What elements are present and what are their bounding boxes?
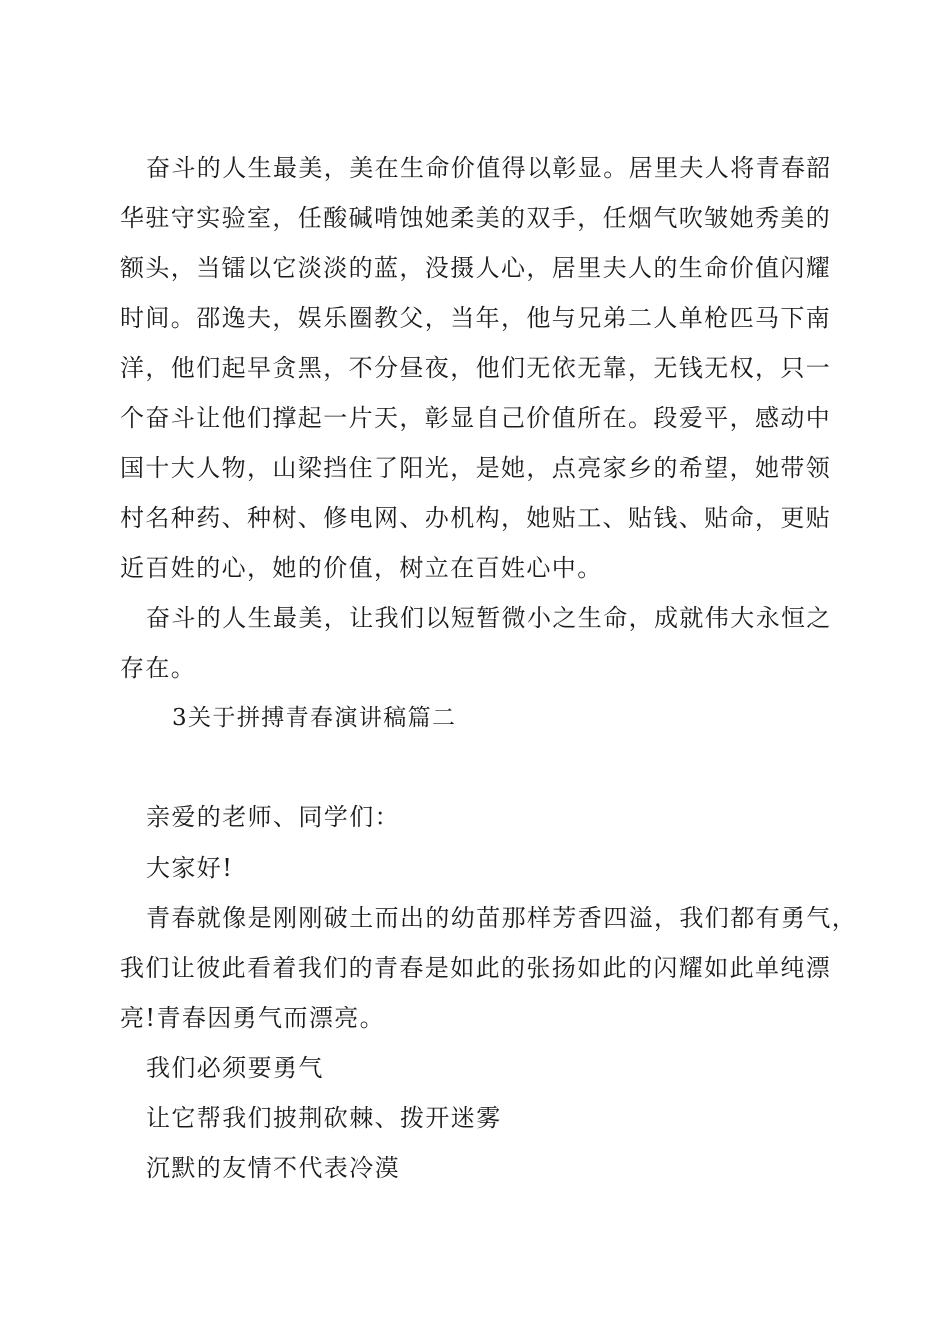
salutation: 亲爱的老师、同学们： <box>146 803 400 831</box>
poem-line: 沉默的友情不代表冷漠 <box>146 1154 400 1182</box>
section-heading: 3关于拼搏青春演讲稿篇二 <box>172 705 457 731</box>
paragraph-line: 亮!青春因勇气而漂亮。 <box>120 1004 386 1032</box>
paragraph-line: 洋，他们起早贪黑，不分昼夜，他们无依无靠，无钱无权，只一 <box>120 354 832 382</box>
poem-line: 我们必须要勇气 <box>146 1054 324 1082</box>
paragraph-line: 额头，当镭以它淡淡的蓝，没摄人心，居里夫人的生命价值闪耀 <box>120 254 832 282</box>
paragraph-line: 青春就像是刚刚破土而出的幼苗那样芳香四溢，我们都有勇气， <box>146 904 858 932</box>
paragraph-line: 村名种药、种树、修电网、办机构，她贴工、贴钱、贴命，更贴 <box>120 504 832 532</box>
paragraph-line: 个奋斗让他们撑起一片天，彰显自己价值所在。段爱平，感动中 <box>120 404 832 432</box>
paragraph-line: 时间。邵逸夫，娱乐圈教父，当年，他与兄弟二人单枪匹马下南 <box>120 304 832 332</box>
paragraph-line: 奋斗的人生最美，美在生命价值得以彰显。居里夫人将青春韶 <box>146 154 832 182</box>
poem-line: 让它帮我们披荆砍棘、拨开迷雾 <box>146 1104 502 1132</box>
paragraph-line: 国十大人物，山梁挡住了阳光，是她，点亮家乡的希望，她带领 <box>120 454 832 482</box>
paragraph-line: 我们让彼此看着我们的青春是如此的张扬如此的闪耀如此单纯漂 <box>120 954 832 982</box>
paragraph-line: 存在。 <box>120 654 197 682</box>
paragraph-line: 近百姓的心，她的价值，树立在百姓心中。 <box>120 554 603 582</box>
paragraph-line: 奋斗的人生最美，让我们以短暂微小之生命，成就伟大永恒之 <box>146 604 832 632</box>
greeting: 大家好! <box>146 854 234 882</box>
paragraph-line: 华驻守实验室，任酸碱啃蚀她柔美的双手，任烟气吹皱她秀美的 <box>120 204 832 232</box>
